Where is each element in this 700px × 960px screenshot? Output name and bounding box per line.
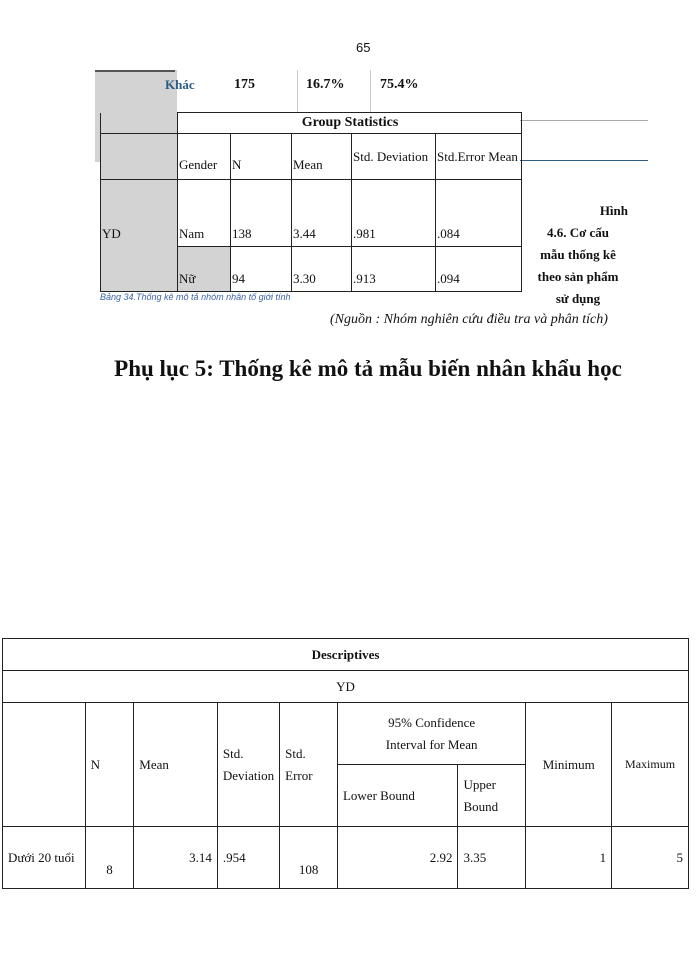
fragment-cumulative: 75.4% bbox=[380, 77, 419, 92]
gs-corner bbox=[101, 113, 178, 134]
gs-header-mean: Mean bbox=[292, 134, 352, 180]
gs-header-se: Std.Error Mean bbox=[436, 134, 522, 180]
desc-header-mean: Mean bbox=[134, 703, 218, 827]
desc-header-se: Std. Error bbox=[280, 703, 338, 827]
gs-gender: Nam bbox=[178, 180, 231, 247]
desc-header-minimum: Minimum bbox=[526, 703, 612, 827]
gs-sd: .981 bbox=[352, 180, 436, 247]
figure-caption-line: theo sản phẩm bbox=[537, 269, 619, 284]
table-caption: Bảng 34.Thống kê mô tả nhóm nhân tố giới tính bbox=[100, 292, 291, 302]
gs-mean: 3.30 bbox=[292, 247, 352, 292]
fragment-divider bbox=[297, 70, 298, 112]
gs-mean: 3.44 bbox=[292, 180, 352, 247]
fragment-percent: 16.7% bbox=[306, 77, 345, 92]
appendix-heading: Phụ lục 5: Thống kê mô tả mẫu biến nhân khẩu học bbox=[114, 356, 622, 381]
gs-se: .094 bbox=[436, 247, 522, 292]
gs-n: 94 bbox=[231, 247, 292, 292]
desc-se: 108 bbox=[280, 827, 338, 889]
desc-header-blank bbox=[3, 703, 86, 827]
descriptives-table bbox=[2, 638, 689, 889]
fragment-rule bbox=[520, 120, 648, 121]
gs-title: Group Statistics bbox=[178, 113, 522, 134]
figure-caption-line: sử dụng bbox=[555, 291, 601, 306]
source-note: (Nguồn : Nhóm nghiên cứu điều tra và phân tích) bbox=[330, 312, 608, 327]
desc-n: 8 bbox=[85, 827, 134, 889]
desc-lower: 2.92 bbox=[337, 827, 458, 889]
desc-variable: YD bbox=[3, 671, 689, 703]
fragment-label: Khác bbox=[165, 77, 195, 92]
group-statistics-table bbox=[100, 112, 522, 292]
fragment-count: 175 bbox=[234, 77, 255, 92]
desc-sd: .954 bbox=[217, 827, 279, 889]
gs-n: 138 bbox=[231, 180, 292, 247]
figure-caption-line: Hình bbox=[599, 203, 628, 218]
figure-caption-line: 4.6. Cơ cấu bbox=[546, 225, 610, 240]
gs-sd: .913 bbox=[352, 247, 436, 292]
gs-header-blank bbox=[101, 134, 178, 180]
desc-header-lower: Lower Bound bbox=[337, 765, 458, 827]
desc-max: 5 bbox=[612, 827, 689, 889]
gs-header-sd: Std. Deviation bbox=[352, 134, 436, 180]
desc-header-n: N bbox=[85, 703, 134, 827]
gs-header-gender: Gender bbox=[178, 134, 231, 180]
gs-gender: Nữ bbox=[178, 247, 231, 292]
desc-header-sd: Std. Deviation bbox=[217, 703, 279, 827]
desc-min: 1 bbox=[526, 827, 612, 889]
fragment-top-border bbox=[95, 70, 175, 72]
desc-header-upper: Upper Bound bbox=[458, 765, 526, 827]
fragment-rule bbox=[520, 160, 648, 161]
figure-caption-line: mẫu thống kê bbox=[540, 247, 616, 262]
gs-variable: YD bbox=[101, 180, 178, 292]
desc-upper: 3.35 bbox=[458, 827, 526, 889]
desc-group: Dưới 20 tuổi bbox=[3, 827, 86, 889]
figure-caption bbox=[520, 200, 636, 310]
desc-title: Descriptives bbox=[3, 639, 689, 671]
desc-header-maximum: Maximum bbox=[612, 703, 689, 827]
desc-mean: 3.14 bbox=[134, 827, 218, 889]
page-number: 65 bbox=[356, 40, 371, 55]
gs-header-n: N bbox=[231, 134, 292, 180]
gs-se: .084 bbox=[436, 180, 522, 247]
fragment-divider bbox=[370, 70, 371, 112]
desc-header-ci: 95% Confidence Interval for Mean bbox=[337, 703, 525, 765]
